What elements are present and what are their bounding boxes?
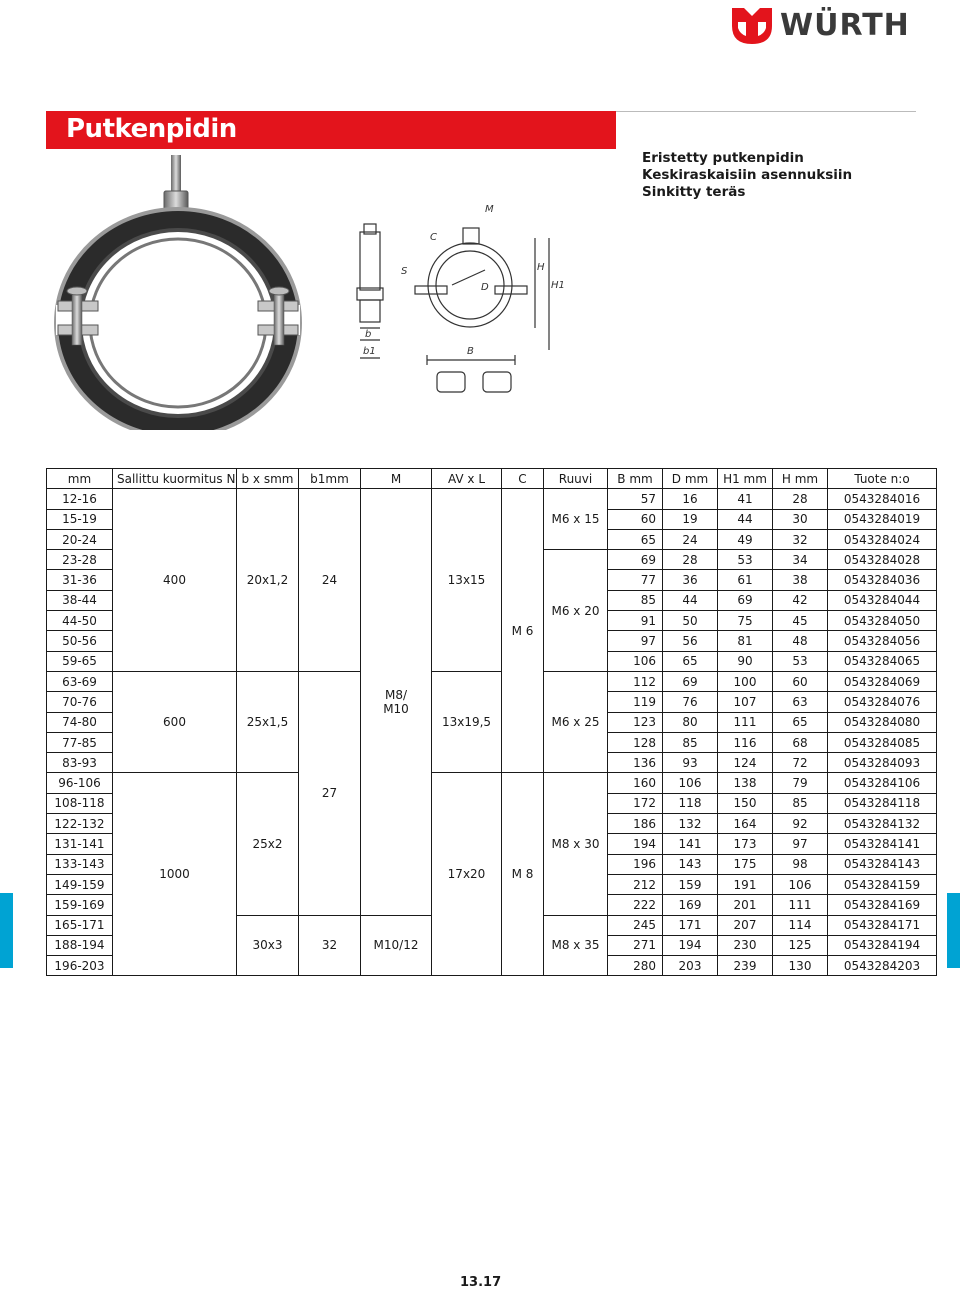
cell-range: 149-159 — [47, 874, 113, 894]
cell-bxs: 30x3 — [237, 915, 299, 976]
subtitle-line-1: Eristetty putkenpidin — [642, 150, 804, 166]
cell-d: 118 — [663, 793, 718, 813]
cell-m — [361, 489, 432, 915]
cell-h1: 49 — [718, 529, 773, 549]
cell-product-number: 0543284056 — [828, 631, 937, 651]
cell-c: M 6 — [502, 489, 544, 773]
cell-product-number: 0543284085 — [828, 732, 937, 752]
cell-h: 114 — [773, 915, 828, 935]
wurth-logo — [730, 6, 920, 46]
cell-m: M10/12 — [361, 915, 432, 976]
cell-product-number: 0543284080 — [828, 712, 937, 732]
cell-load: 600 — [113, 671, 237, 772]
product-description — [642, 150, 852, 201]
cell-range: 12-16 — [47, 489, 113, 509]
cell-b: 271 — [608, 935, 663, 955]
clamp-dimension-diagram — [355, 200, 565, 405]
cell-h: 34 — [773, 550, 828, 570]
diagram-label-b: b — [365, 329, 372, 340]
cell-range: 77-85 — [47, 732, 113, 752]
cell-h1: 164 — [718, 814, 773, 834]
cell-range: 96-106 — [47, 773, 113, 793]
cell-avl: 13x15 — [432, 489, 502, 672]
cell-range: 196-203 — [47, 956, 113, 976]
cell-range: 131-141 — [47, 834, 113, 854]
cell-d: 16 — [663, 489, 718, 509]
cell-h: 92 — [773, 814, 828, 834]
cell-h: 72 — [773, 753, 828, 773]
cell-h: 111 — [773, 895, 828, 915]
cell-h1: 75 — [718, 611, 773, 631]
cell-h1: 44 — [718, 509, 773, 529]
cell-d: 203 — [663, 956, 718, 976]
cell-b: 196 — [608, 854, 663, 874]
pipe-clamp-image — [48, 155, 348, 430]
table-row — [47, 773, 937, 793]
cell-screw: M6 x 25 — [544, 671, 608, 772]
cell-d: 169 — [663, 895, 718, 915]
table-row — [47, 489, 937, 509]
header-product-number: Tuote n:o — [828, 469, 937, 489]
cell-product-number: 0543284194 — [828, 935, 937, 955]
cell-d: 36 — [663, 570, 718, 590]
cell-load: 1000 — [113, 773, 237, 976]
cell-range: 188-194 — [47, 935, 113, 955]
header-avl: AV x L — [432, 469, 502, 489]
cell-h1: 100 — [718, 671, 773, 691]
cell-product-number: 0543284143 — [828, 854, 937, 874]
cell-product-number: 0543284169 — [828, 895, 937, 915]
cell-c: M 8 — [502, 773, 544, 976]
cell-h: 125 — [773, 935, 828, 955]
cell-h1: 150 — [718, 793, 773, 813]
cell-h1: 124 — [718, 753, 773, 773]
cell-h: 97 — [773, 834, 828, 854]
cell-h1: 138 — [718, 773, 773, 793]
cell-d: 28 — [663, 550, 718, 570]
diagram-label-c: C — [430, 232, 437, 243]
cell-range: 44-50 — [47, 611, 113, 631]
cell-h1: 111 — [718, 712, 773, 732]
cell-product-number: 0543284069 — [828, 671, 937, 691]
cell-d: 19 — [663, 509, 718, 529]
cell-h1: 230 — [718, 935, 773, 955]
cell-h1: 107 — [718, 692, 773, 712]
diagram-label-m: M — [485, 204, 494, 215]
cell-load: 400 — [113, 489, 237, 672]
cell-d: 65 — [663, 651, 718, 671]
cell-h1: 81 — [718, 631, 773, 651]
cell-product-number: 0543284044 — [828, 590, 937, 610]
cell-h: 65 — [773, 712, 828, 732]
cell-product-number: 0543284118 — [828, 793, 937, 813]
subtitle-line-2: Keskiraskaisiin asennuksiin — [642, 167, 853, 183]
cell-h: 45 — [773, 611, 828, 631]
cell-h1: 173 — [718, 834, 773, 854]
cell-b: 160 — [608, 773, 663, 793]
header-bxs: b x smm — [237, 469, 299, 489]
cell-h: 42 — [773, 590, 828, 610]
cell-h: 28 — [773, 489, 828, 509]
header-b1: b1mm — [299, 469, 361, 489]
cell-h1: 175 — [718, 854, 773, 874]
cell-h: 38 — [773, 570, 828, 590]
cell-d: 106 — [663, 773, 718, 793]
cell-range: 31-36 — [47, 570, 113, 590]
cell-b: 112 — [608, 671, 663, 691]
cell-range: 63-69 — [47, 671, 113, 691]
cell-product-number: 0543284016 — [828, 489, 937, 509]
cell-product-number: 0543284019 — [828, 509, 937, 529]
cell-b: 194 — [608, 834, 663, 854]
cell-range: 20-24 — [47, 529, 113, 549]
cell-d: 69 — [663, 671, 718, 691]
cell-product-number: 0543284141 — [828, 834, 937, 854]
cell-h: 85 — [773, 793, 828, 813]
wurth-logo-mark — [730, 6, 774, 46]
cell-range: 122-132 — [47, 814, 113, 834]
cell-screw: M8 x 30 — [544, 773, 608, 915]
cell-d: 85 — [663, 732, 718, 752]
header-screw: Ruuvi — [544, 469, 608, 489]
page-title: Putkenpidin — [66, 114, 237, 144]
cell-d: 194 — [663, 935, 718, 955]
diagram-label-h: H — [537, 262, 545, 273]
title-bar — [46, 111, 616, 149]
cell-product-number: 0543284065 — [828, 651, 937, 671]
cell-b: 212 — [608, 874, 663, 894]
cell-b: 245 — [608, 915, 663, 935]
cell-product-number: 0543284132 — [828, 814, 937, 834]
header-b: B mm — [608, 469, 663, 489]
cell-range: 38-44 — [47, 590, 113, 610]
cell-b: 57 — [608, 489, 663, 509]
cell-d: 132 — [663, 814, 718, 834]
header-row — [47, 469, 937, 489]
cell-h1: 61 — [718, 570, 773, 590]
title-divider — [616, 111, 916, 112]
cell-b: 91 — [608, 611, 663, 631]
cell-d: 171 — [663, 915, 718, 935]
cell-h1: 116 — [718, 732, 773, 752]
cell-avl: 17x20 — [432, 773, 502, 976]
cell-h: 106 — [773, 874, 828, 894]
cell-product-number: 0543284159 — [828, 874, 937, 894]
cell-d: 159 — [663, 874, 718, 894]
table-row — [47, 671, 937, 691]
cell-d: 50 — [663, 611, 718, 631]
cell-m-line-1: M8/ — [384, 687, 408, 702]
side-index-tab-right — [947, 893, 960, 968]
cell-d: 76 — [663, 692, 718, 712]
cell-product-number: 0543284028 — [828, 550, 937, 570]
cell-h1: 41 — [718, 489, 773, 509]
cell-b: 97 — [608, 631, 663, 651]
cell-product-number: 0543284203 — [828, 956, 937, 976]
header-h1: H1 mm — [718, 469, 773, 489]
cell-h1: 90 — [718, 651, 773, 671]
cell-h1: 207 — [718, 915, 773, 935]
cell-range: 108-118 — [47, 793, 113, 813]
cell-d: 24 — [663, 529, 718, 549]
cell-range: 83-93 — [47, 753, 113, 773]
cell-h1: 201 — [718, 895, 773, 915]
cell-b1: 32 — [299, 915, 361, 976]
cell-range: 159-169 — [47, 895, 113, 915]
cell-h: 53 — [773, 651, 828, 671]
cell-avl: 13x19,5 — [432, 671, 502, 772]
cell-b: 69 — [608, 550, 663, 570]
header-m: M — [361, 469, 432, 489]
cell-range: 70-76 — [47, 692, 113, 712]
cell-h1: 239 — [718, 956, 773, 976]
diagram-label-d: D — [481, 282, 489, 293]
cell-b1: 27 — [299, 671, 361, 915]
cell-b: 128 — [608, 732, 663, 752]
diagram-label-s: S — [401, 266, 408, 277]
header-h: H mm — [773, 469, 828, 489]
cell-b: 172 — [608, 793, 663, 813]
cell-b: 60 — [608, 509, 663, 529]
cell-screw: M8 x 35 — [544, 915, 608, 976]
header-c: C — [502, 469, 544, 489]
cell-b1: 24 — [299, 489, 361, 672]
cell-m-line-2: M10 — [383, 701, 409, 716]
cell-bxs: 25x2 — [237, 773, 299, 915]
cell-h: 98 — [773, 854, 828, 874]
cell-h: 63 — [773, 692, 828, 712]
cell-product-number: 0543284050 — [828, 611, 937, 631]
cell-b: 136 — [608, 753, 663, 773]
cell-product-number: 0543284171 — [828, 915, 937, 935]
subtitle-line-3: Sinkitty teräs — [642, 184, 746, 200]
cell-range: 50-56 — [47, 631, 113, 651]
cell-b: 280 — [608, 956, 663, 976]
cell-b: 222 — [608, 895, 663, 915]
cell-d: 56 — [663, 631, 718, 651]
cell-h: 48 — [773, 631, 828, 651]
side-index-tab-left — [0, 893, 13, 968]
cell-bxs: 20x1,2 — [237, 489, 299, 672]
cell-range: 15-19 — [47, 509, 113, 529]
header-mm: mm — [47, 469, 113, 489]
cell-screw: M6 x 20 — [544, 550, 608, 672]
cell-h: 79 — [773, 773, 828, 793]
cell-range: 23-28 — [47, 550, 113, 570]
cell-b: 106 — [608, 651, 663, 671]
cell-b: 65 — [608, 529, 663, 549]
cell-h: 130 — [773, 956, 828, 976]
cell-h: 30 — [773, 509, 828, 529]
cell-d: 80 — [663, 712, 718, 732]
diagram-label-b-width: B — [467, 346, 474, 357]
cell-product-number: 0543284076 — [828, 692, 937, 712]
cell-product-number: 0543284106 — [828, 773, 937, 793]
page-number: 13.17 — [460, 1275, 502, 1290]
diagram-label-b1: b1 — [363, 346, 376, 357]
cell-h1: 53 — [718, 550, 773, 570]
cell-product-number: 0543284024 — [828, 529, 937, 549]
cell-h1: 69 — [718, 590, 773, 610]
cell-b: 123 — [608, 712, 663, 732]
cell-range: 133-143 — [47, 854, 113, 874]
header-load: Sallittu kuormitus N — [113, 469, 237, 489]
cell-b: 77 — [608, 570, 663, 590]
cell-bxs: 25x1,5 — [237, 671, 299, 772]
cell-product-number: 0543284036 — [828, 570, 937, 590]
cell-d: 141 — [663, 834, 718, 854]
cell-d: 93 — [663, 753, 718, 773]
brand-name: WÜRTH — [780, 8, 910, 43]
cell-h1: 191 — [718, 874, 773, 894]
cell-h: 68 — [773, 732, 828, 752]
spec-table — [46, 468, 937, 976]
cell-b: 119 — [608, 692, 663, 712]
cell-range: 59-65 — [47, 651, 113, 671]
cell-h: 60 — [773, 671, 828, 691]
cell-b: 85 — [608, 590, 663, 610]
cell-d: 44 — [663, 590, 718, 610]
cell-range: 74-80 — [47, 712, 113, 732]
cell-screw: M6 x 15 — [544, 489, 608, 550]
header-d: D mm — [663, 469, 718, 489]
cell-product-number: 0543284093 — [828, 753, 937, 773]
cell-h: 32 — [773, 529, 828, 549]
diagram-label-h1: H1 — [551, 280, 565, 291]
cell-range: 165-171 — [47, 915, 113, 935]
cell-d: 143 — [663, 854, 718, 874]
cell-b: 186 — [608, 814, 663, 834]
